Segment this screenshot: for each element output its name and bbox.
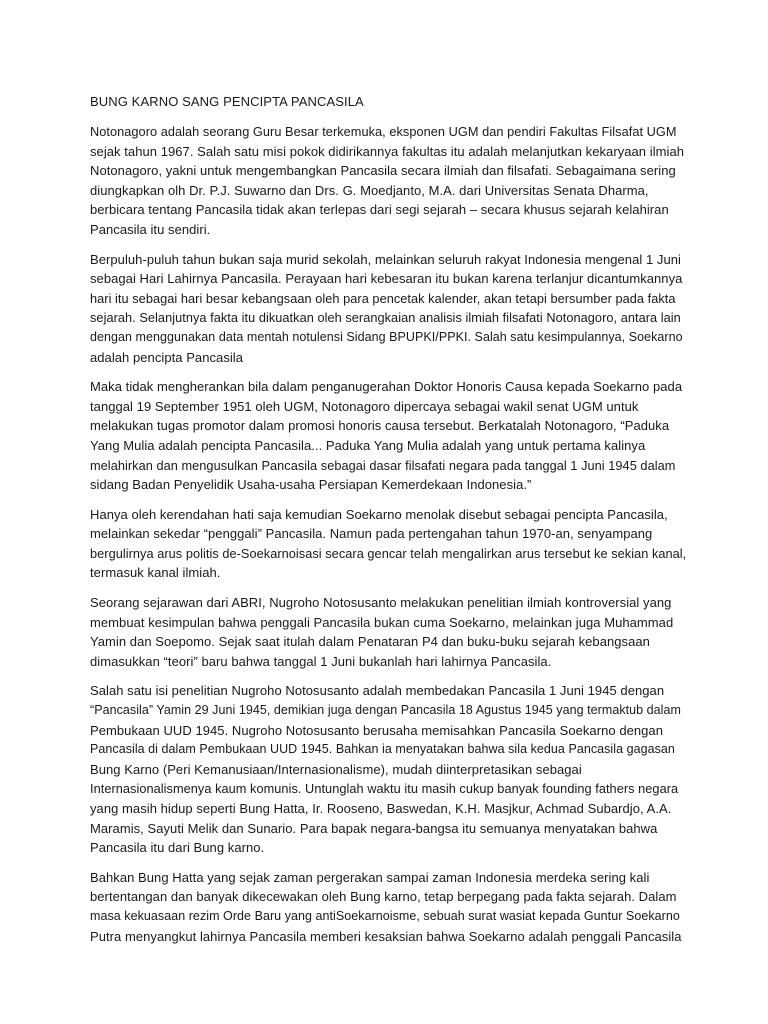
text-line: Internasionalismenya kaum komunis. Untunglah waktu itu masih cukup banyak founding fathers negara <box>90 781 679 797</box>
text-line: sejarah. Selanjutnya fakta itu dikuatkan oleh serangkaian analisis ilmiah filsafati Notonagoro, antara lain <box>90 310 681 326</box>
text-line: Notonagoro, yakni untuk mengembangkan Pancasila secara ilmiah dan filsafati. Sebagaimana sering <box>90 163 676 179</box>
text-line: termasuk kanal ilmiah. <box>90 565 221 581</box>
paragraph <box>90 122 686 240</box>
text-line: sidang Badan Penyelidik Usaha-usaha Persiapan Kemerdekaan Indonesia.” <box>90 477 532 493</box>
text-line: Berpuluh-puluh tahun bukan saja murid sekolah, melainkan seluruh rakyat Indonesia mengenal 1 Juni <box>90 251 681 267</box>
text-line: Pancasila itu dari Bung karno. <box>90 840 265 856</box>
text-line: Yang Mulia adalah pencipta Pancasila... Paduka Yang Mulia adalah yang untuk pertama kalinya <box>90 437 646 453</box>
paragraph <box>90 505 686 583</box>
text-line: masa kekuasaan rezim Orde Baru yang antiSoekarnoisme, sebuah surat wasiat kepada Guntur Soekarno <box>90 908 680 923</box>
text-line: Seorang sejarawan dari ABRI, Nugroho Notosusanto melakukan penelitian ilmiah kontroversial yang <box>90 595 672 611</box>
text-line: Salah satu isi penelitian Nugroho Notosusanto adalah membedakan Pancasila 1 Juni 1945 dengan <box>90 683 665 699</box>
text-line: Pembukaan UUD 1945. Nugroho Notosusanto berusaha memisahkan Pancasila Soekarno dengan <box>90 722 663 738</box>
paragraph <box>90 868 686 946</box>
text-line: Maka tidak mengherankan bila dalam penganugerahan Doktor Honoris Causa kepada Soekarno pada <box>90 379 683 395</box>
document-title: BUNG KARNO SANG PENCIPTA PANCASILA <box>90 94 364 109</box>
text-line: Putra menyangkut lahirnya Pancasila memberi kesaksian bahwa Soekarno adalah penggali Pancasila <box>90 928 682 944</box>
text-line: melahirkan dan mengusulkan Pancasila sebagai dasar filsafati negara pada tanggal 1 Juni 1945 dalam <box>90 457 676 473</box>
text-line: dengan menggunakan data mentah notulensi Sidang BPUPKI/PPKI. Salah satu kesimpulannya, Soekarno <box>90 329 683 344</box>
text-line: Yamin dan Soepomo. Sejak saat itulah dalam Penataran P4 dan buku-buku sejarah kebangsaan <box>90 634 650 650</box>
text-line: Maramis, Sayuti Melik dan Sunario. Para bapak negara-bangsa itu semuanya menyatakan bahwa <box>90 820 658 836</box>
paragraph <box>90 377 686 495</box>
text-line: Pancasila itu sendiri. <box>90 221 211 237</box>
text-line: dimasukkan “teori” baru bahwa tanggal 1 Juni bukanlah hari lahirnya Pancasila. <box>90 653 552 669</box>
text-line: yang masih hidup seperti Bung Hatta, Ir. Rooseno, Baswedan, K.H. Masjkur, Achmad Subardjo, A.A. <box>90 801 672 816</box>
text-line: adalah pencipta Pancasila <box>90 349 244 365</box>
text-line: melakukan tugas promotor dalam promosi honoris causa tersebut. Berkatalah Notonagoro, “Paduka <box>90 418 670 434</box>
document-body <box>90 92 686 956</box>
text-line: melainkan sekedar “penggali” Pancasila. Namun pada pertengahan tahun 1970-an, senyampang <box>90 526 653 542</box>
text-line: membuat kesimpulan bahwa penggali Pancasila bukan cuma Soekarno, melainkan juga Muhammad <box>90 614 674 630</box>
text-line: sebagai Hari Lahirnya Pancasila. Perayaan hari kebesaran itu bukan karena terlanjur dicantumkannya <box>90 271 683 287</box>
text-line: bergulirnya arus politis de-Soekarnoisasi secara gencar telah mengalirkan arus tersebut ke sekian kanal, <box>90 545 687 561</box>
text-line: Bung Karno (Peri Kemanusiaan/Internasionalisme), mudah diinterpretasikan sebagai <box>90 761 582 777</box>
paragraph <box>90 250 686 368</box>
text-line: “Pancasila” Yamin 29 Juni 1945, demikian juga dengan Pancasila 18 Agustus 1945 yang termaktub dalam <box>90 703 681 718</box>
text-line: sejak tahun 1967. Salah satu misi pokok didirikannya fakultas itu adalah melanjutkan kekaryaan ilmiah <box>90 143 685 159</box>
text-line: tanggal 19 September 1951 oleh UGM, Notonagoro dipercaya sebagai wakil senat UGM untuk <box>90 398 639 414</box>
text-line: Notonagoro adalah seorang Guru Besar terkemuka, eksponen UGM dan pendiri Fakultas Filsafat UGM <box>90 124 677 139</box>
paragraph <box>90 593 686 671</box>
text-line: Bahkan Bung Hatta yang sejak zaman pergerakan sampai zaman Indonesia merdeka sering kali <box>90 869 650 885</box>
text-line: Hanya oleh kerendahan hati saja kemudian Soekarno menolak disebut sebagai pencipta Pancasila, <box>90 506 668 522</box>
paragraph-list <box>90 122 686 946</box>
text-line: diungkapkan olh Dr. P.J. Suwarno dan Drs. G. Moedjanto, M.A. dari Universitas Senata Dharma, <box>90 182 649 198</box>
text-line: berbicara tentang Pancasila tidak akan terlepas dari segi sejarah – secara khusus sejarah kelahiran <box>90 202 669 218</box>
text-line: bertentangan dan banyak dikecewakan oleh Bung karno, tetap berpegang pada fakta sejarah. Dalam <box>90 889 677 905</box>
paragraph <box>90 681 686 857</box>
text-line: hari itu sebagai hari besar kebangsaan oleh para pencetak kalender, akan tetapi bersumber pada fakta <box>90 290 676 306</box>
text-line: Pancasila di dalam Pembukaan UUD 1945. Bahkan ia menyatakan bahwa sila kedua Pancasila gagasan <box>90 742 675 757</box>
